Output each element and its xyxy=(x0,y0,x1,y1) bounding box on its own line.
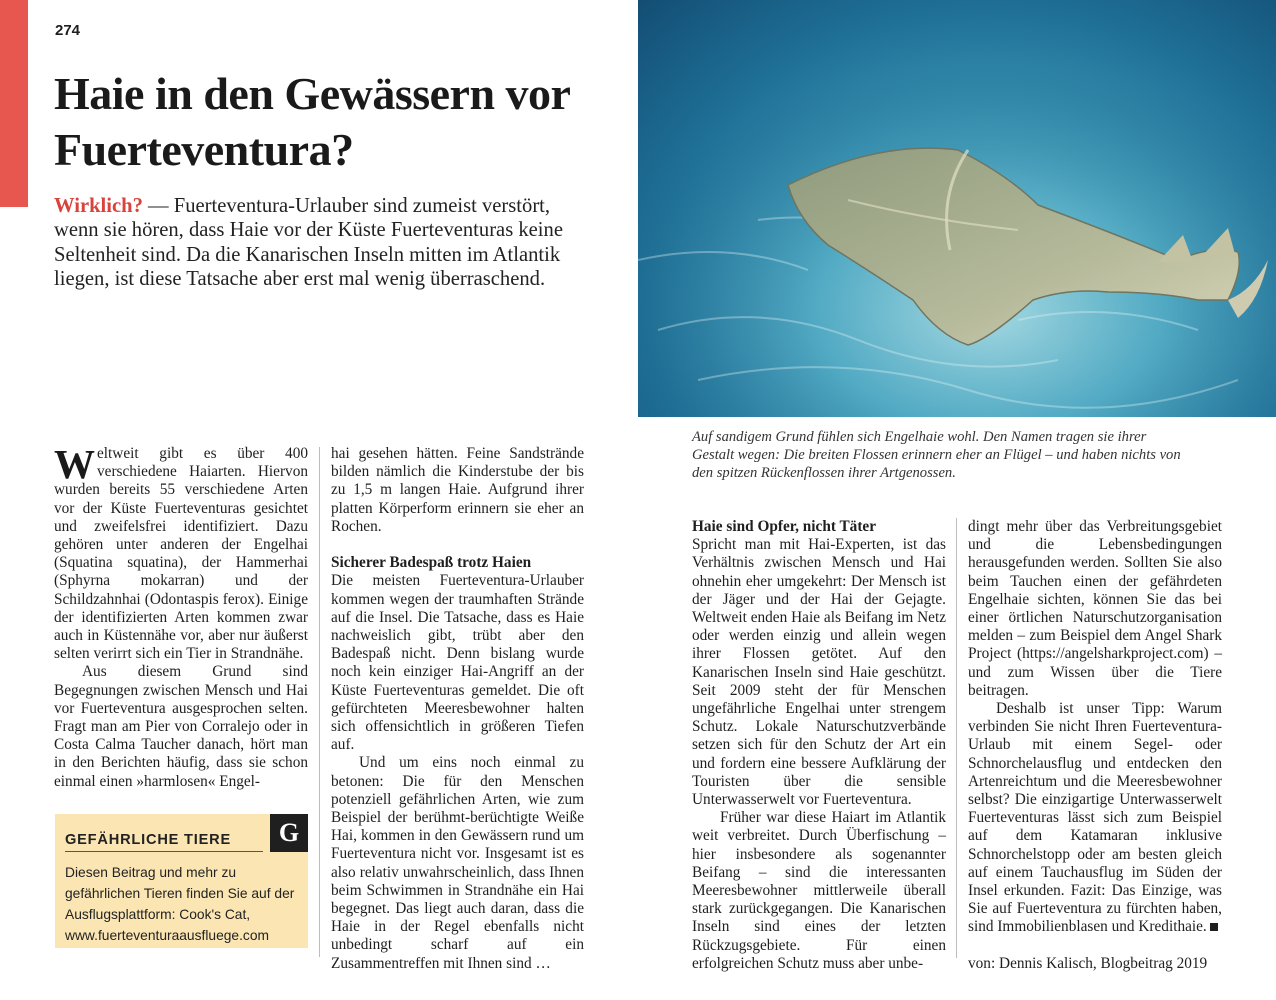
col2-paragraph-2: Die meisten Fuerteventura-Urlauber kommen wegen der traumhaften Strände auf die Insel. Die Tatsache, dass es Haie nachweislich gibt, trübt aber den Badespaß nicht. Denn bislang wurde noch kein einziger Hai-Angriff an der Küste Fuerteventuras gemeldet. Die oft gefürchteten Meeresbewohner halten sich offensichtlich in größeren Tiefen auf. xyxy=(331,572,584,754)
col3-paragraph-2: Früher war diese Haiart im Atlantik weit verbreitet. Durch Überfischung – hier insbesondere als sogenannter Beifang – sind die interessanten Meeresbewohner mittlerweile überall stark zurückgegangen. Die Kanarischen Inseln sind eines der letzten Rückzugsgebiete. Für einen erfolgreichen Schutz muss aber unbe- xyxy=(692,809,946,972)
guide-badge-icon: G xyxy=(270,814,308,852)
col4-paragraph-2 xyxy=(968,700,1222,937)
angel-shark-illustration xyxy=(638,0,1276,417)
end-of-article-mark xyxy=(1210,923,1218,931)
article-column-3 xyxy=(692,518,946,973)
subheading-victims: Haie sind Opfer, nicht Täter xyxy=(692,518,876,535)
article-headline: Haie in den Gewässern vor Fuerteventura? xyxy=(54,68,570,175)
article-column-2 xyxy=(331,445,584,973)
dropcap: W xyxy=(54,441,95,487)
angel-shark-photo xyxy=(638,0,1276,417)
info-box-text: Diesen Beitrag und mehr zu gefährlichen Tieren finden Sie auf der Ausflugsplattform: Cook's Cat, www.fuerteventuraausfluege.com xyxy=(65,865,295,943)
intro-text: — Fuerteventura-Urlauber sind zumeist verstört, wenn sie hören, dass Haie vor der Küste Fuerteventuras keine Seltenheit sind. Da die Kanarischen Inseln mitten im Atlantik liegen, ist diese Tatsache aber erst mal wenig überraschend. xyxy=(54,195,563,290)
col1-paragraph-1: eltweit gibt es über 400 verschiedene Haiarten. Hiervon wurden bereits 55 verschiedene Arten vor der Küste Fuerteventuras gesichtet und zweifelsfrei identifiziert. Dazu gehören unter anderen der Engelhai (Squatina squatina), der Hammerhai (Sphyrna mokarran) und der Schildzahnhai (Odontaspis ferox). Einige der identifizierten Arten kommen zwar auch in Küstennähe vor, aber nur äußerst selten verirrt sich ein Tier in Strandnähe. xyxy=(54,445,308,663)
col3-paragraph-1: Spricht man mit Hai-Experten, ist das Verhältnis zwischen Mensch und Hai ohnehin eher umgekehrt: Der Mensch ist der Jäger und der Hai der Gejagte. Weltweit enden Haie als Beifang im Netz oder werden einzig und allein wegen ihrer Flossen getötet. Auf den Kanarischen Inseln sind Haie geschützt. Seit 2009 steht der für Menschen ungefährliche Engelhai unter strengem Schutz. Lokale Naturschutzverbände setzen sich für den Schutz der Art ein und fordern eine bessere Aufklärung der Touristen über die sensible Unterwasserwelt vor Fuerteventura. xyxy=(692,536,946,809)
byline: von: Dennis Kalisch, Blogbeitrag 2019 xyxy=(968,954,1208,972)
page-number: 274 xyxy=(55,22,81,39)
col2-paragraph-1: hai gesehen hätten. Feine Sandstrände bilden nämlich die Kinderstube der bis zu 1,5 m langen Haie. Aufgrund ihrer platten Körperform erinnern sie eher an Rochen. xyxy=(331,445,584,535)
accent-bar xyxy=(0,0,28,207)
article-column-1 xyxy=(54,441,308,791)
info-box-dangerous-animals xyxy=(55,814,308,948)
col4-paragraph-2-text: Deshalb ist unser Tipp: Warum verbinden Sie nicht Ihren Fuerteventura-Urlaub mit einem Segel- oder Schnorchelausflug und entdecken den Artenreichtum und die Meeresbewohner selbst? Die einzigartige Unterwasserwelt Fuerteventuras lässt sich zum Beispiel auf dem Katamaran inklusive Schnorchelstopp oder am besten gleich auf einem Tauchausflug im Süden der Insel erkunden. Fazit: Das Einzige, was Sie auf Fuerteventura zu fürchten haben, sind Immobilienblasen und Kredithaie. xyxy=(968,700,1222,936)
column-divider xyxy=(956,518,957,958)
article-intro xyxy=(54,194,582,291)
subheading-safe-swimming: Sicherer Badespaß trotz Haien xyxy=(331,554,532,572)
info-box-title: GEFÄHRLICHE TIERE xyxy=(65,832,263,852)
col1-paragraph-2: Aus diesem Grund sind Begegnungen zwischen Mensch und Hai vor Fuerteventura ausgesprochen selten. Fragt man am Pier von Corralejo oder in Costa Calma Taucher danach, hört man in den Berichten häufig, dass sie schon einmal einen »harmlosen« Engel- xyxy=(54,663,308,790)
article-column-4 xyxy=(968,518,1222,973)
col4-paragraph-1: dingt mehr über das Verbreitungsgebiet und die Lebensbedingungen herausgefunden werden. Sollten Sie also beim Tauchen einen der gefährdeten Engelhaie sichten, können Sie das bei einer örtlichen Naturschutzorganisation melden – zum Beispiel dem Angel Shark Project (https://angelsharkproject.com) – und zum Wissen über die Tiere beitragen. xyxy=(968,518,1222,699)
intro-kicker: Wirklich? xyxy=(54,195,143,217)
column-divider xyxy=(319,447,320,957)
photo-caption: Auf sandigem Grund fühlen sich Engelhaie wohl. Den Namen tragen sie ihrer Gestalt wegen: Die breiten Flossen erinnern eher an Flügel – und haben nichts von den spitzen Rückenflossen ihrer Artgenossen. xyxy=(692,429,1181,482)
col2-paragraph-3: Und um eins noch einmal zu betonen: Die für den Menschen potenziell gefährlichen Arten, wie zum Beispiel der berühmt-berüchtigte Weiße Hai, kommen in den Gewässern rund um Fuerteventura nicht vor. Insgesamt ist es also relativ unwahrscheinlich, dass Ihnen beim Schwimmen in Strandnähe ein Hai begegnet. Das liegt auch daran, dass die Haie in der Regel ebenfalls nicht unbedingt scharf auf ein Zusammentreffen mit Ihnen sind … xyxy=(331,754,584,972)
